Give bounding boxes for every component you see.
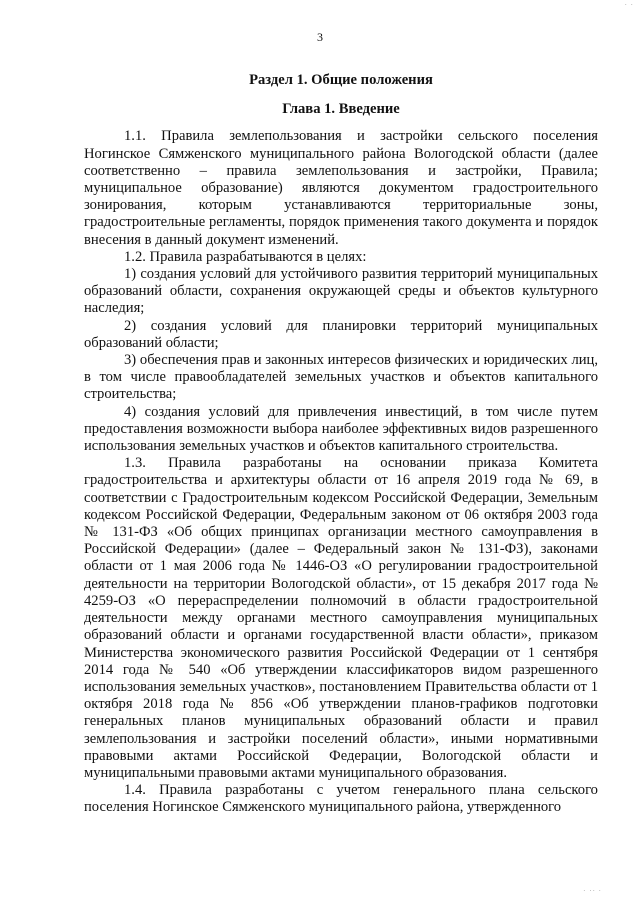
- list-item-3: [84, 352, 598, 404]
- paragraph-number: 1.2.: [124, 248, 146, 265]
- list-number: 4): [124, 403, 137, 420]
- list-text: создания условий для привлечения инвестиций, в том числе путем предоставления возможности выбора наиболее эффективных видов разрешенного использования земельных участков и объектов капитального строительства.: [84, 403, 598, 455]
- list-item-4: [84, 404, 598, 456]
- paragraph-text: Правила разработаны на основании приказа Комитета градостроительства и архитектуры области от 16 апреля 2019 года № 69, в соответствии с Градостроительным кодексом Российской Федерации, Земельным кодексом Российской Федерации, Федеральным законом от 06 октября 2003 года № 131-ФЗ «Об общих принципах организации местного самоуправления в Российской Федерации» (далее – Федеральный закон № 131-ФЗ), законами области от 1 мая 2006 года № 1446-ОЗ «О регулировании градостроительной деятельности на территории Вологодской области», от 15 декабря 2017 года № 4259-ОЗ «О перераспределении полномочий в области градостроительной деятельности между органами местного самоуправления муниципальных образований области и органами государственной власти области», приказом Министерства экономического развития Российской Федерации от 1 сентября 2014 года № 540 «Об утверждении классификаторов видом разрешенного использования земельных участков», постановлением Правительства области от 1 октября 2018 года № 856 «Об утверждении планов-графиков подготовки генеральных планов муниципальных образований области и правил землепользования и застройки поселений области», иными нормативными правовыми актами Российской Федерации, Вологодской области и муниципальными правовыми актами муниципального образования.: [84, 455, 598, 781]
- list-item-1: [84, 266, 598, 318]
- paragraph-1-1: [84, 128, 598, 248]
- paragraph-number: 1.1.: [124, 128, 146, 145]
- paragraph-number: 1.3.: [124, 455, 146, 472]
- list-text: создания условий для планировки территорий муниципальных образований области;: [84, 317, 598, 351]
- list-text: обеспечения прав и законных интересов физических и юридических лиц, в том числе правообладателей земельных участков и объектов капитального строительства;: [84, 352, 598, 403]
- corner-mark-top: · ·: [624, 1, 634, 9]
- paragraph-text: Правила землепользования и застройки сельского поселения Ногинское Сямженского муниципального района Вологодской области (далее соответственно – правила землепользования и застройки, Правила; муниципальное образование) являются документом градостроительного зонирования, которым устанавливаются территориальные зоны, градостроительные регламенты, порядок применения такого документа и порядок внесения в данный документ изменений.: [84, 128, 598, 248]
- paragraph-text: Правила разрабатываются в целях:: [149, 248, 367, 265]
- list-number: 1): [124, 266, 137, 283]
- page-number: 3: [317, 30, 323, 44]
- document-body: [84, 72, 598, 817]
- list-item-2: [84, 318, 598, 352]
- list-number: 2): [124, 317, 137, 334]
- paragraph-number: 1.4.: [124, 782, 146, 799]
- paragraph-1-2: [84, 249, 598, 266]
- paragraph-1-3: [84, 455, 598, 782]
- list-text: создания условий для устойчивого развития территорий муниципальных образований области, сохранения окружающей среды и объектов культурного наследия;: [84, 266, 598, 317]
- chapter-title: Глава 1. Введение: [282, 101, 400, 118]
- paragraph-1-4: [84, 782, 598, 816]
- corner-mark-bottom: · ·· ·: [583, 887, 602, 895]
- paragraph-text: Правила разработаны с учетом генерального плана сельского поселения Ногинское Сямженского муниципального района, утвержденного: [84, 782, 598, 816]
- section-title: Раздел 1. Общие положения: [249, 72, 433, 88]
- list-number: 3): [124, 352, 137, 369]
